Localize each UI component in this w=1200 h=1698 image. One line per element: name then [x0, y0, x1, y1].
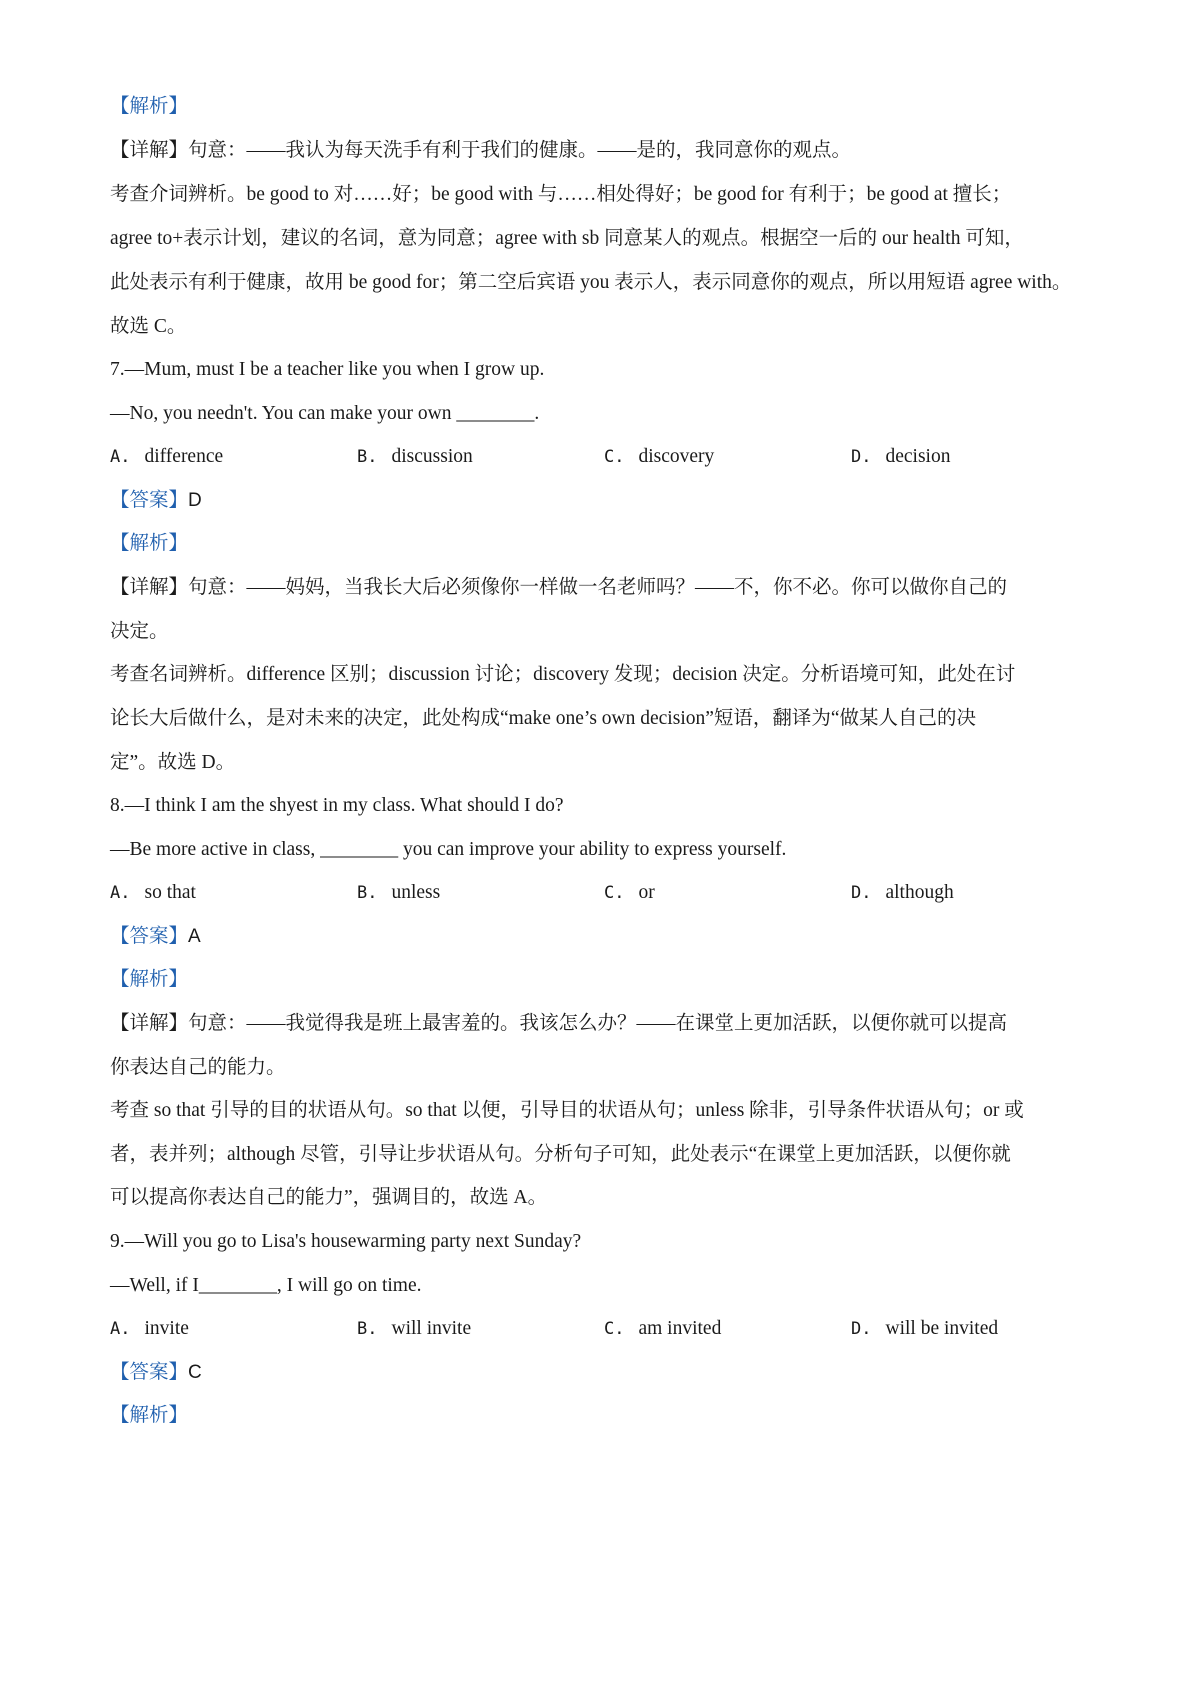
option-text: so that — [144, 882, 196, 903]
option-letter: D. — [851, 447, 872, 467]
q7-option-d — [851, 444, 950, 470]
option-text: decision — [885, 446, 951, 467]
q6-xiangjie-tag: 【详解】 — [110, 140, 189, 161]
option-letter: C. — [604, 447, 625, 467]
q9-question-line: 9.—Will you go to Lisa's housewarming party next Sunday? — [110, 1231, 582, 1252]
q8-answer-value: A — [188, 926, 201, 947]
q9-option-c — [604, 1316, 721, 1342]
q9-option-d — [851, 1316, 998, 1342]
option-letter: B. — [357, 883, 378, 903]
option-letter: A. — [110, 1319, 131, 1339]
q8-options — [110, 880, 1100, 906]
q9-answer-value: C — [188, 1362, 202, 1383]
q7-question-line: 7.—Mum, must I be a teacher like you when I grow up. — [110, 359, 545, 380]
q7-option-c — [604, 444, 714, 470]
q8-detail-text: 句意：——我觉得我是班上最害羞的。我该怎么办？——在课堂上更加活跃，以便你就可以提高 — [188, 1013, 1008, 1034]
option-text: or — [638, 882, 655, 903]
q7-answer — [110, 488, 1100, 514]
q7-detail — [110, 575, 1100, 601]
q8-explanation-line: 考查 so that 引导的目的状语从句。so that 以便，引导目的状语从句；unless 除非，引导条件状语从句；or 或 — [110, 1100, 1024, 1121]
q7-detail-text: 句意：——妈妈，当我长大后必须像你一样做一名老师吗？——不，你不必。你可以做你自己的 — [188, 577, 1008, 598]
q7-question-line: —No, you needn't. You can make your own ________. — [110, 403, 540, 424]
q7-detail-cont: 决定。 — [110, 621, 169, 642]
q7-options — [110, 444, 1100, 470]
q8-explanation-line: 者，表并列；although 尽管，引导让步状语从句。分析句子可知，此处表示“在课堂上更加活跃，以便你就 — [110, 1144, 1011, 1165]
option-text: will be invited — [885, 1318, 999, 1339]
q6-explanation-line: agree to+表示计划，建议的名词，意为同意；agree with sb 同意某人的观点。根据空一后的 our health 可知， — [110, 228, 1024, 249]
q8-option-d — [851, 880, 954, 906]
q6-explanation-line: 考查介词辨析。be good to 对……好；be good with 与……相处得好；be good for 有利于；be good at 擅长； — [110, 184, 1012, 205]
option-letter: D. — [851, 883, 872, 903]
option-text: am invited — [638, 1318, 722, 1339]
q7-explanation-line: 论长大后做什么，是对未来的决定，此处构成“make one’s own decision”短语，翻译为“做某人自己的决 — [110, 708, 977, 729]
q7-option-a — [110, 444, 223, 470]
q8-jiexi-heading: 【解析】 — [110, 969, 189, 990]
option-letter: B. — [357, 1319, 378, 1339]
q8-option-a — [110, 880, 196, 906]
q6-detail-text: 句意：——我认为每天洗手有利于我们的健康。——是的，我同意你的观点。 — [188, 140, 852, 161]
option-letter: D. — [851, 1319, 872, 1339]
q8-detail-cont: 你表达自己的能力。 — [110, 1057, 286, 1078]
q8-option-b — [357, 880, 440, 906]
q7-jiexi-heading: 【解析】 — [110, 533, 189, 554]
q8-detail — [110, 1011, 1100, 1037]
q9-answer — [110, 1360, 1100, 1386]
option-letter: C. — [604, 1319, 625, 1339]
q6-jiexi-heading: 【解析】 — [110, 96, 189, 117]
option-letter: C. — [604, 883, 625, 903]
q6-explanation-line: 此处表示有利于健康，故用 be good for；第二空后宾语 you 表示人，表示同意你的观点，所以用短语 agree with。 — [110, 272, 1072, 293]
q9-question-line: —Well, if I________, I will go on time. — [110, 1275, 422, 1296]
q8-answer-tag: 【答案】 — [110, 926, 189, 947]
option-letter: A. — [110, 883, 131, 903]
q8-answer — [110, 924, 1100, 950]
option-text: discussion — [391, 446, 473, 467]
q7-answer-value: D — [188, 490, 202, 511]
option-text: will invite — [391, 1318, 472, 1339]
q8-question-line: —Be more active in class, ________ you can improve your ability to express yourself. — [110, 839, 787, 860]
q9-options — [110, 1316, 1100, 1342]
q7-option-b — [357, 444, 473, 470]
q7-explanation-line: 定”。故选 D。 — [110, 752, 236, 773]
q8-question-line: 8.—I think I am the shyest in my class. What should I do? — [110, 795, 564, 816]
option-letter: A. — [110, 447, 131, 467]
option-text: invite — [144, 1318, 189, 1339]
q8-xiangjie-tag: 【详解】 — [110, 1013, 189, 1034]
option-text: unless — [391, 882, 441, 903]
q8-explanation-line: 可以提高你表达自己的能力”，强调目的，故选 A。 — [110, 1187, 548, 1208]
q9-option-a — [110, 1316, 189, 1342]
q7-xiangjie-tag: 【详解】 — [110, 577, 189, 598]
q9-jiexi-heading: 【解析】 — [110, 1405, 189, 1426]
q6-detail — [110, 138, 1100, 164]
q7-explanation-line: 考查名词辨析。difference 区别；discussion 讨论；discovery 发现；decision 决定。分析语境可知，此处在讨 — [110, 664, 1016, 685]
q9-answer-tag: 【答案】 — [110, 1362, 189, 1383]
option-text: discovery — [638, 446, 715, 467]
q8-option-c — [604, 880, 655, 906]
option-letter: B. — [357, 447, 378, 467]
q9-option-b — [357, 1316, 471, 1342]
q6-explanation-line: 故选 C。 — [110, 316, 187, 337]
option-text: although — [885, 882, 954, 903]
option-text: difference — [144, 446, 224, 467]
q7-answer-tag: 【答案】 — [110, 490, 189, 511]
